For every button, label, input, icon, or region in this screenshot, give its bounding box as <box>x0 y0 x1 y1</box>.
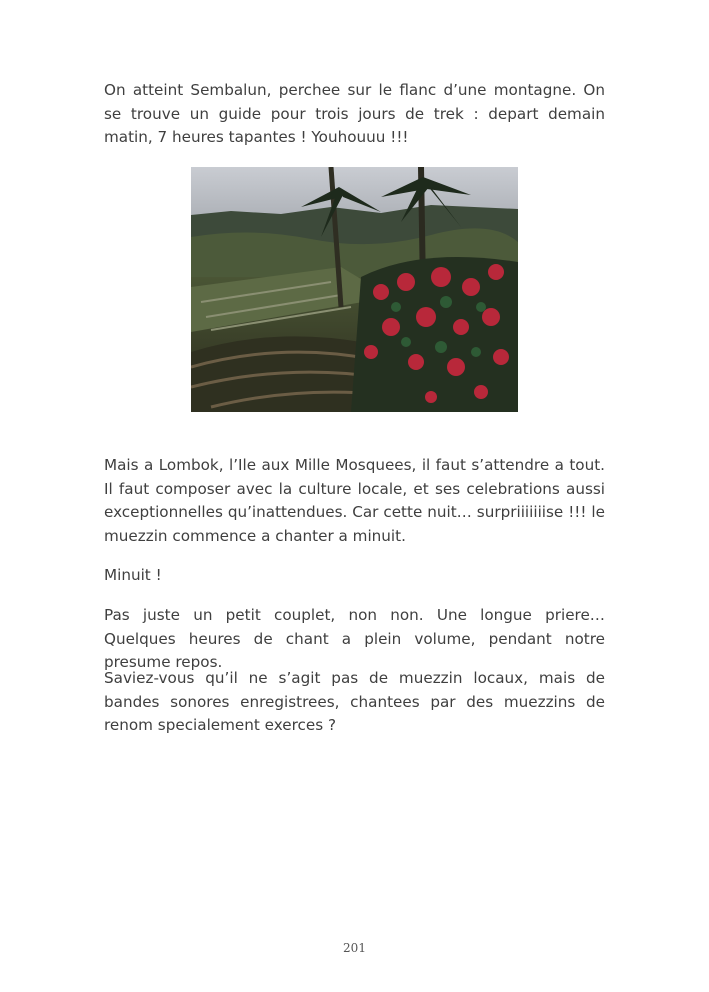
paragraph-minuit: Minuit ! <box>104 566 162 584</box>
terraced-fields-photo <box>191 167 518 412</box>
paragraph-sembalun: On atteint Sembalun, perchee sur le flanc d’une montagne. On se trouve un guide pour trois jours de trek : depart demain matin, 7 heures tapantes ! Youhouuu !!! <box>104 81 605 146</box>
paragraph-muezzin: Saviez-vous qu’il ne s’agit pas de muezzin locaux, mais de bandes sonores enregistrees, chantees par des muezzins de renom specialement exerces ? <box>104 669 605 734</box>
paragraph-priere: Pas juste un petit couplet, non non. Une longue priere… Quelques heures de chant a plein volume, pendant notre presume repos. <box>104 606 605 671</box>
paragraph-lombok: Mais a Lombok, l’Ile aux Mille Mosquees, il faut s’attendre a tout. Il faut composer avec la culture locale, et ses celebrations aussi exceptionnelles qu’inattendues. Car cette nuit… surpriiiiiiise !!! le muezzin commence a chanter a minuit. <box>104 456 605 545</box>
photo-illustration <box>191 167 518 412</box>
page-number: 201 <box>343 941 366 955</box>
